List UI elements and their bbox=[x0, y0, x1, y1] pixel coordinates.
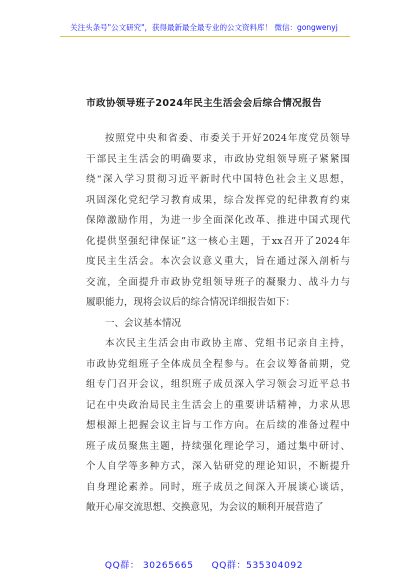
paragraph-line: 绕“深入学习贯彻习近平新时代中国特色社会主义思想， bbox=[86, 174, 350, 185]
paragraph-line: 组专门召开会议，组织班子成员深入学习领会习近平总书 bbox=[86, 379, 350, 390]
paragraph-line: 个人自学等多种方式，深入钻研党的理论知识，不断提升 bbox=[86, 461, 350, 472]
paragraph-line: 化提供坚强纪律保证”这一核心主题，于xx召开了2024年 bbox=[86, 235, 350, 247]
footer-qq-group-1: QQ群： 30265665 bbox=[104, 561, 194, 571]
paragraph-line: 自身理论素养。同时，班子成员之间深入开展谈心谈话， bbox=[86, 481, 350, 493]
footer-qq-group-2: QQ群：535304092 bbox=[211, 561, 304, 571]
paragraph-line: 一、会议基本情况 bbox=[105, 317, 182, 329]
paragraph-line: 干部民主生活会的明确要求，市政协党组领导班子紧紧围 bbox=[86, 153, 350, 165]
paragraph-line: 敞开心扉交流思想、交换意见，为会议的顺利开展营造了 bbox=[86, 502, 324, 513]
paragraph-line: 履职能力，现将会议后的综合情况详细报告如下： bbox=[86, 297, 296, 308]
document-body bbox=[86, 129, 350, 519]
footer-contact bbox=[0, 558, 408, 571]
paragraph-line: 保障激励作用，为进一步全面深化改革、推进中国式现代 bbox=[86, 215, 350, 226]
document-title: 市政协领导班子2024年民主生活会会后综合情况报告 bbox=[86, 98, 322, 109]
paragraph-line: 本次民主生活会由市政协主席、党组书记亲自主持， bbox=[105, 338, 350, 349]
paragraph-line: 记在中央政治局民主生活会上的重要讲话精神，力求从思 bbox=[86, 399, 350, 411]
paragraph-line: 班子成员聚焦主题，持续强化理论学习，通过集中研讨、 bbox=[86, 440, 350, 452]
paragraph-line: 按照党中央和省委、市委关于开好2024年度党员领导 bbox=[105, 133, 350, 144]
paragraph-line: 市政协党组班子全体成员全程参与。在会议筹备前期，党 bbox=[86, 358, 350, 370]
paragraph-line: 巩固深化党纪学习教育成果，综合发挥党的纪律教育约束 bbox=[86, 194, 350, 206]
header-divider bbox=[60, 36, 350, 37]
paragraph-line: 想根源上把握会议主旨与工作方向。在后续的准备过程中 bbox=[86, 420, 350, 431]
paragraph-line: 交流，全面提升市政协党组领导班子的凝聚力、战斗力与 bbox=[86, 276, 350, 288]
header-banner: 关注头条号"公文研究"，获得最新最全最专业的公文资料库！ 微信：gongwenyj bbox=[70, 23, 338, 32]
paragraph-line: 度民主生活会。本次会议意义重大，旨在通过深入剖析与 bbox=[86, 256, 350, 267]
